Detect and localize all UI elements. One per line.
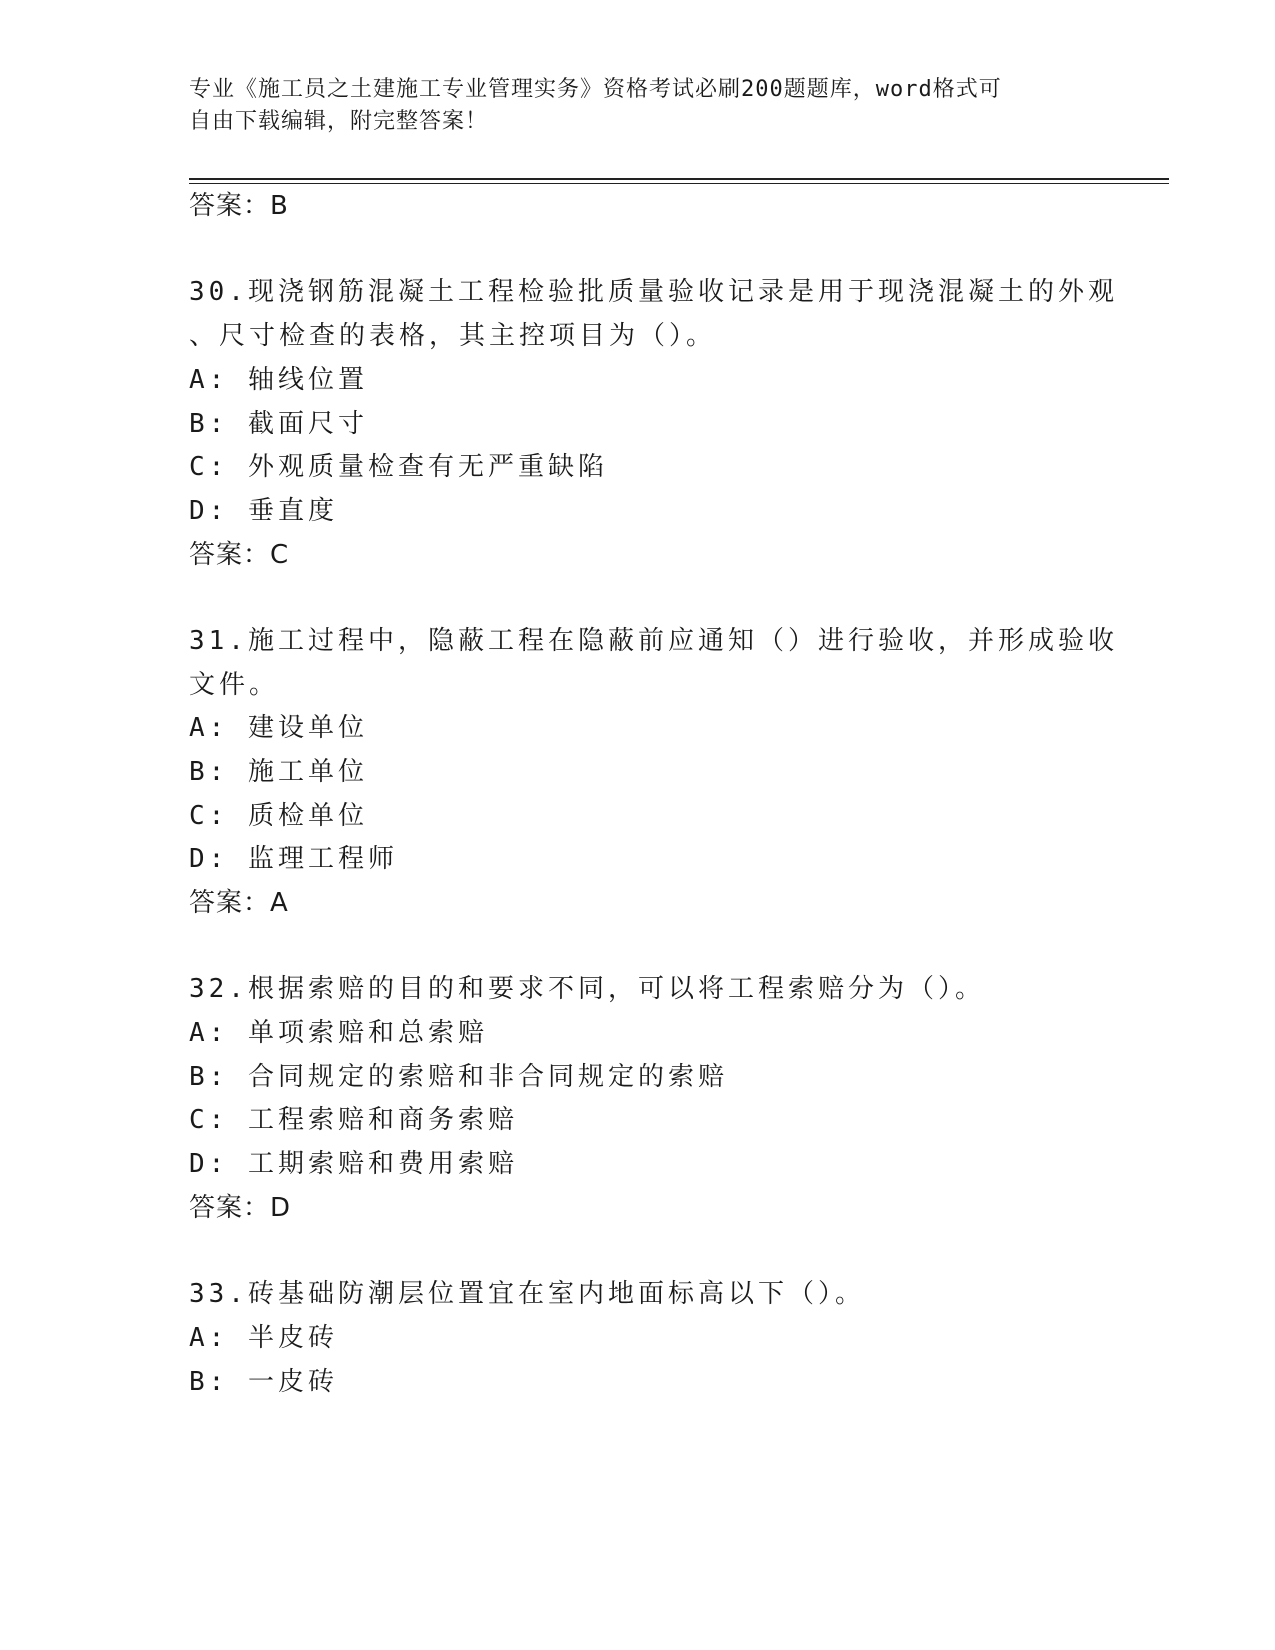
- answer-30: 答案：C: [189, 540, 290, 570]
- question-30-option-b: B: 截面尺寸: [189, 409, 368, 439]
- question-32-option-a: A: 单项索赔和总索赔: [189, 1018, 488, 1048]
- question-31-option-d: D: 监理工程师: [189, 844, 398, 874]
- question-33-option-b: B: 一皮砖: [189, 1367, 338, 1397]
- question-32-option-c: C: 工程索赔和商务索赔: [189, 1105, 518, 1135]
- answer-29: 答案：B: [189, 191, 289, 221]
- question-32-stem: 32.根据索赔的目的和要求不同，可以将工程索赔分为（）。: [189, 974, 985, 1004]
- question-30-option-d: D: 垂直度: [189, 496, 338, 526]
- header-line-2: 自由下载编辑，附完整答案！: [189, 109, 489, 134]
- answer-32: 答案：D: [189, 1193, 292, 1223]
- question-31-option-a: A: 建设单位: [189, 713, 368, 743]
- header-line-1: 专业《施工员之土建施工专业管理实务》资格考试必刷200题题库，word格式可: [189, 77, 1002, 102]
- question-30-option-a: A: 轴线位置: [189, 365, 368, 395]
- question-30-stem-line-2: 、尺寸检查的表格，其主控项目为（）。: [189, 321, 717, 351]
- question-30-stem-line-1: 30.现浇钢筋混凝土工程检验批质量验收记录是用于现浇混凝土的外观: [189, 277, 1118, 307]
- question-30-option-c: C: 外观质量检查有无严重缺陷: [189, 452, 608, 482]
- question-31-stem-line-2: 文件。: [189, 670, 280, 700]
- page-header: [189, 74, 1089, 138]
- header-rule-thick: [189, 178, 1169, 180]
- question-31-option-b: B: 施工单位: [189, 757, 368, 787]
- answer-31: 答案：A: [189, 888, 289, 918]
- question-31-option-c: C: 质检单位: [189, 801, 368, 831]
- question-33-option-a: A: 半皮砖: [189, 1323, 338, 1353]
- question-32-option-b: B: 合同规定的索赔和非合同规定的索赔: [189, 1062, 728, 1092]
- header-rule-thin: [189, 183, 1169, 184]
- question-32-option-d: D: 工期索赔和费用索赔: [189, 1149, 518, 1179]
- question-31-stem-line-1: 31.施工过程中，隐蔽工程在隐蔽前应通知（）进行验收，并形成验收: [189, 626, 1118, 656]
- question-33-stem: 33.砖基础防潮层位置宜在室内地面标高以下（）。: [189, 1279, 865, 1309]
